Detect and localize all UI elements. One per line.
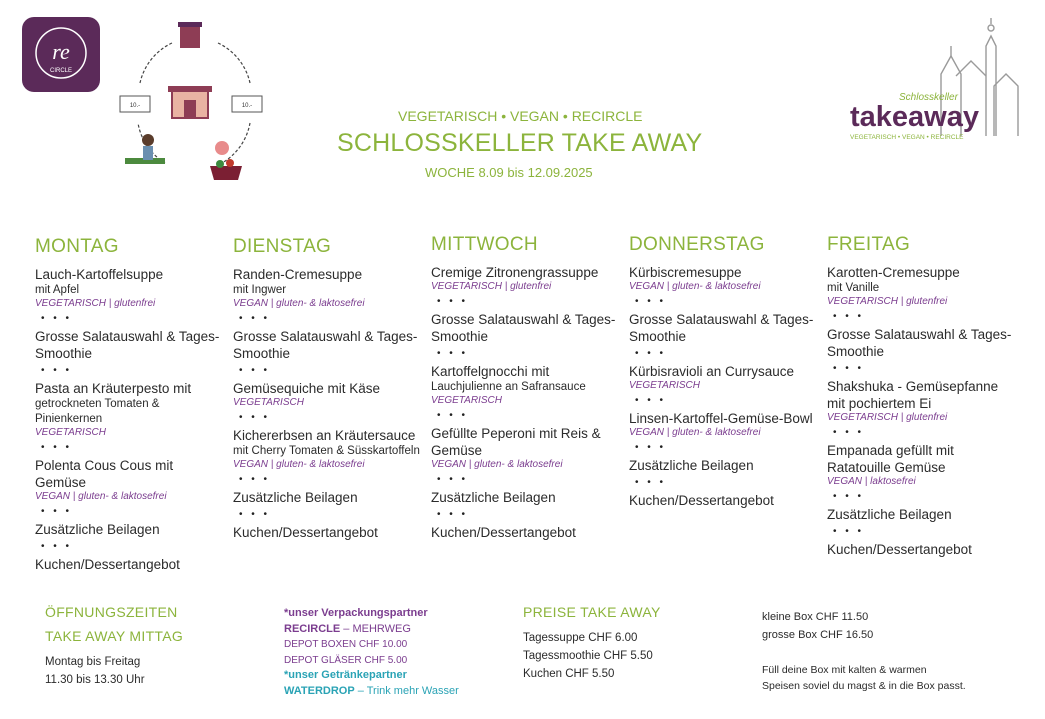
dish-item: Empanada gefüllt mit Ratatouille Gemüse VEGAN | laktosefrei	[827, 443, 954, 487]
price-soup: Tagessuppe CHF 6.00	[523, 632, 638, 644]
schlosskeller-takeaway-logo	[846, 16, 1026, 146]
brand-top: Schlosskeller	[899, 92, 958, 103]
separator-dots: • • •	[41, 442, 73, 453]
dish-item: Kartoffelgnocchi mit Lauchjulienne an Safransauce VEGETARISCH	[431, 364, 586, 406]
dish-item: Kuchen/Dessertangebot	[233, 525, 378, 540]
day-column-mittwoch	[431, 234, 621, 541]
separator-dots: • • •	[833, 311, 865, 322]
dish-item: Zusätzliche Beilagen	[827, 507, 952, 522]
dish-item: Grosse Salatauswahl & Tages-Smoothie	[35, 329, 220, 361]
recircle-name: RECIRCLE	[284, 622, 341, 635]
waterdrop-name: WATERDROP	[284, 684, 355, 697]
separator-dots: • • •	[41, 541, 73, 552]
deposit-boxes: DEPOT BOXEN CHF 10.00	[284, 639, 408, 650]
header-subtitle: VEGETARISCH • VEGAN • RECIRCLE	[398, 108, 643, 124]
dish-item: Zusätzliche Beilagen	[35, 522, 160, 537]
packaging-partner-label: *unser Verpackungspartner	[284, 607, 428, 619]
week-range: WOCHE 8.09 bis 12.09.2025	[425, 165, 593, 180]
cycle-price-left: 10.-	[129, 103, 141, 109]
dish-item: Grosse Salatauswahl & Tages-Smoothie	[827, 327, 1012, 359]
prices-heading: PREISE TAKE AWAY	[523, 604, 661, 620]
day-name: FREITAG	[827, 234, 911, 255]
box-note-line2: Speisen soviel du magst & in die Box passt.	[762, 680, 966, 692]
dish-item: Zusätzliche Beilagen	[233, 490, 358, 505]
price-cake: Kuchen CHF 5.50	[523, 668, 615, 680]
separator-dots: • • •	[437, 348, 469, 359]
dish-item: Lauch-Kartoffelsuppe mit Apfel VEGETARISCH | glutenfrei	[35, 267, 164, 309]
dish-item: Kürbisravioli an Currysauce VEGETARISCH	[629, 364, 795, 391]
dish-item: Pasta an Kräuterpesto mit getrockneten Tomaten & Pinienkernen VEGETARISCH	[35, 381, 192, 438]
separator-dots: • • •	[437, 296, 469, 307]
price-small-box: kleine Box CHF 11.50	[762, 611, 869, 623]
dish-item: Polenta Cous Cous mit Gemüse VEGAN | gluten- & laktosefrei	[35, 458, 174, 502]
recircle-suffix: – MEHRWEG	[340, 622, 411, 635]
brand-tagline: VEGETARISCH • VEGAN • RECIRCLE	[850, 134, 964, 141]
day-column-montag	[35, 236, 225, 573]
dish-item: Kuchen/Dessertangebot	[431, 525, 576, 540]
dish-item: Kuchen/Dessertangebot	[629, 493, 774, 508]
dish-item: Grosse Salatauswahl & Tages-Smoothie	[629, 312, 814, 344]
separator-dots: • • •	[635, 442, 667, 453]
separator-dots: • • •	[437, 410, 469, 421]
dish-item: Randen-Cremesuppe mit Ingwer VEGAN | gluten- & laktosefrei	[233, 267, 365, 309]
dish-item: Gemüsequiche mit Käse VEGETARISCH	[233, 381, 381, 408]
dish-item: Kichererbsen an Kräutersauce mit Cherry Tomaten & Süsskartoffeln VEGAN | gluten- & laktosefrei	[233, 428, 420, 470]
hours-heading: ÖFFNUNGSZEITEN	[45, 604, 178, 620]
separator-dots: • • •	[41, 313, 73, 324]
partners	[284, 606, 459, 699]
day-column-freitag	[827, 234, 1017, 558]
drinks-partner-label: *unser Getränkepartner	[284, 669, 407, 681]
dish-item: Zusätzliche Beilagen	[629, 458, 754, 473]
separator-dots: • • •	[239, 313, 271, 324]
box-prices	[762, 608, 966, 694]
price-large-box: grosse Box CHF 16.50	[762, 629, 874, 641]
day-name: MITTWOCH	[431, 234, 538, 255]
separator-dots: • • •	[437, 474, 469, 485]
day-name: DIENSTAG	[233, 236, 332, 257]
price-smoothie: Tagessmoothie CHF 5.50	[523, 650, 653, 662]
dish-item: Karotten-Cremesuppe mit Vanille VEGETARISCH | glutenfrei	[827, 265, 960, 307]
separator-dots: • • •	[635, 395, 667, 406]
separator-dots: • • •	[635, 348, 667, 359]
separator-dots: • • •	[833, 491, 865, 502]
day-name: DONNERSTAG	[629, 234, 765, 255]
svg-text:CIRCLE: CIRCLE	[49, 68, 73, 74]
separator-dots: • • •	[239, 509, 271, 520]
brand-main: takeaway	[850, 101, 979, 133]
deposit-glasses: DEPOT GLÄSER CHF 5.00	[284, 654, 408, 666]
reuse-cycle-illustration	[110, 18, 275, 188]
dish-item: Kuchen/Dessertangebot	[35, 557, 180, 572]
separator-dots: • • •	[833, 526, 865, 537]
hours-subheading: TAKE AWAY MITTAG	[45, 628, 184, 644]
dish-item: Zusätzliche Beilagen	[431, 490, 556, 505]
dish-item: Linsen-Kartoffel-Gemüse-Bowl VEGAN | gluten- & laktosefrei	[629, 411, 813, 438]
page-title: SCHLOSSKELLER TAKE AWAY	[337, 129, 703, 157]
day-column-donnerstag	[629, 234, 819, 509]
day-name: MONTAG	[35, 236, 119, 257]
hours-times: 11.30 bis 13.30 Uhr	[45, 674, 145, 686]
recircle-logo	[22, 17, 100, 92]
hours-days: Montag bis Freitag	[45, 656, 141, 668]
separator-dots: • • •	[41, 365, 73, 376]
dish-item: Gefüllte Peperoni mit Reis & Gemüse VEGAN | gluten- & laktosefrei	[431, 426, 601, 470]
opening-hours	[45, 600, 183, 689]
prices	[523, 600, 661, 683]
separator-dots: • • •	[635, 296, 667, 307]
waterdrop-suffix: – Trink mehr Wasser	[354, 684, 459, 697]
separator-dots: • • •	[635, 477, 667, 488]
separator-dots: • • •	[239, 365, 271, 376]
dish-item: Kuchen/Dessertangebot	[827, 542, 972, 557]
dish-item: Shakshuka - Gemüsepfanne mit pochiertem Ei VEGETARISCH | glutenfrei	[827, 379, 999, 423]
dish-item: Kürbiscremesuppe VEGAN | gluten- & laktosefrei	[629, 265, 761, 292]
dish-item: Cremige Zitronengrassuppe VEGETARISCH | glutenfrei	[431, 265, 599, 292]
separator-dots: • • •	[41, 506, 73, 517]
cycle-price-right: 10.-	[241, 103, 253, 109]
svg-text:re: re	[52, 39, 70, 64]
dish-item: Grosse Salatauswahl & Tages-Smoothie	[431, 312, 616, 344]
separator-dots: • • •	[239, 412, 271, 423]
day-column-dienstag	[233, 236, 423, 541]
separator-dots: • • •	[833, 427, 865, 438]
box-note-line1: Füll deine Box mit kalten & warmen	[762, 664, 927, 676]
separator-dots: • • •	[239, 474, 271, 485]
separator-dots: • • •	[833, 363, 865, 374]
separator-dots: • • •	[437, 509, 469, 520]
dish-item: Grosse Salatauswahl & Tages-Smoothie	[233, 329, 418, 361]
